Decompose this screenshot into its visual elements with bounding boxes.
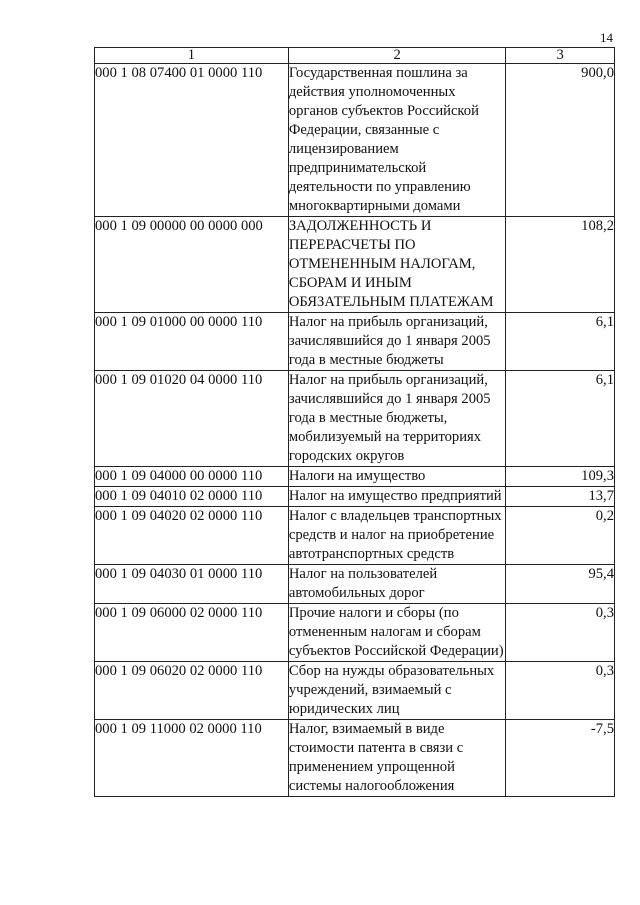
column-header-amount: 3 [506,48,615,64]
table-row [95,662,615,720]
table-row [95,487,615,507]
table-row [95,507,615,565]
column-header-code: 1 [95,48,289,64]
row-name: ЗАДОЛЖЕННОСТЬ И ПЕРЕРАСЧЕТЫ ПО ОТМЕНЕННЫМ НАЛОГАМ, СБОРАМ И ИНЫМ ОБЯЗАТЕЛЬНЫМ ПЛАТЕЖАМ [288,217,506,313]
row-code: 000 1 09 04000 00 0000 110 [95,467,289,487]
row-amount: 900,0 [506,64,615,217]
table-row [95,565,615,604]
row-amount: 6,1 [506,313,615,371]
row-amount: 0,2 [506,507,615,565]
budget-table [94,47,615,797]
table-row [95,720,615,797]
row-code: 000 1 08 07400 01 0000 110 [95,64,289,217]
table-row [95,467,615,487]
row-code: 000 1 09 04020 02 0000 110 [95,507,289,565]
row-name: Налоги на имущество [288,467,506,487]
row-code: 000 1 09 00000 00 0000 000 [95,217,289,313]
table-row [95,604,615,662]
row-amount: 108,2 [506,217,615,313]
row-code: 000 1 09 04030 01 0000 110 [95,565,289,604]
page-number: 14 [600,30,613,45]
row-code: 000 1 09 01000 00 0000 110 [95,313,289,371]
row-code: 000 1 09 11000 02 0000 110 [95,720,289,797]
row-code: 000 1 09 06020 02 0000 110 [95,662,289,720]
table-row [95,64,615,217]
row-name: Налог, взимаемый в виде стоимости патента в связи с применением упрощенной системы налогообложения [288,720,506,797]
row-amount: 0,3 [506,604,615,662]
row-amount: 109,3 [506,467,615,487]
row-amount: -7,5 [506,720,615,797]
row-amount: 0,3 [506,662,615,720]
row-name: Прочие налоги и сборы (по отмененным налогам и сборам субъектов Российской Федерации) [288,604,506,662]
row-name: Налог на прибыль организаций, зачислявшийся до 1 января 2005 года в местные бюджеты, мобилизуемый на территориях городских округов [288,371,506,467]
row-name: Налог с владельцев транспортных средств и налог на приобретение автотранспортных средств [288,507,506,565]
row-amount: 6,1 [506,371,615,467]
row-name: Налог на пользователей автомобильных дорог [288,565,506,604]
row-name: Сбор на нужды образовательных учреждений, взимаемый с юридических лиц [288,662,506,720]
row-code: 000 1 09 01020 04 0000 110 [95,371,289,467]
table-row [95,313,615,371]
row-amount: 95,4 [506,565,615,604]
table-row [95,217,615,313]
table-row [95,371,615,467]
row-code: 000 1 09 06000 02 0000 110 [95,604,289,662]
row-amount: 13,7 [506,487,615,507]
row-name: Налог на имущество предприятий [288,487,506,507]
row-code: 000 1 09 04010 02 0000 110 [95,487,289,507]
row-name: Налог на прибыль организаций, зачислявшийся до 1 января 2005 года в местные бюджеты [288,313,506,371]
row-name: Государственная пошлина за действия уполномоченных органов субъектов Российской Федерации, связанные с лицензированием предпринимательской деятельности по управлению многоквартирными домами [288,64,506,217]
column-header-name: 2 [288,48,506,64]
header-row [95,48,615,64]
